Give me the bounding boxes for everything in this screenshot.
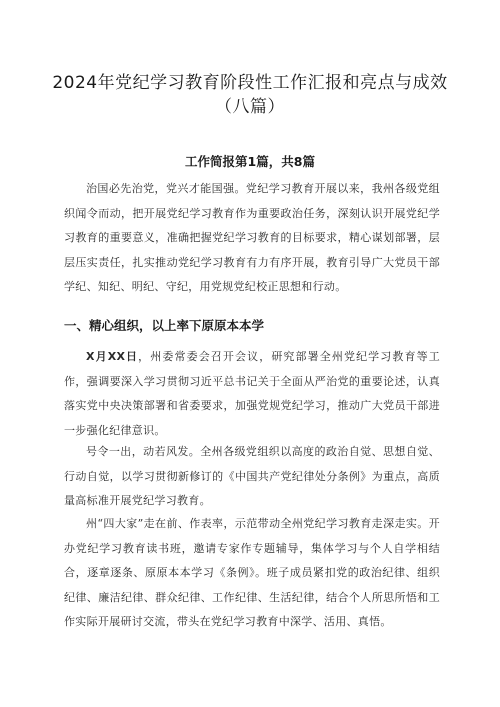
paragraph-meeting-text: ，州委常委会召开会议，研究部署全州党纪学习教育等工作，强调要深入学习贯彻习近平总书记关于全面从严治党的重要论述，认真落实党中央决策部署和省委要求，加强党规党纪学习，推动广大党员干部进一步强化纪律意识。 <box>64 350 440 437</box>
paragraph-leadership: 州“四大家”走在前、作表率，示范带动全州党纪学习教育走深走实。开办党纪学习教育读书班，邀请专家作专题辅导，集体学习与个人自学相结合，逐章逐条、原原本本学习《条例》。班子成员紧扣党的政治纪律、组织纪律、廉洁纪律、群众纪律、工作纪律、生活纪律，结合个人所思所悟和工作实际开展研讨交流，带头在党纪学习教育中深学、活用、真悟。 <box>64 517 440 628</box>
paragraph-mobilization: 号令一出，动若风发。全州各级党组织以高度的政治自觉、思想自觉、行动自觉，以学习贯彻新修订的《中国共产党纪律处分条例》为重点，高质量高标准开展党纪学习教育。 <box>64 445 440 507</box>
section-heading-1: 一、精心组织，以上率下原原本本学 <box>64 318 265 333</box>
document-title: 2024年党纪学习教育阶段性工作汇报和亮点与成效 <box>52 73 448 93</box>
paragraph-intro: 治国必先治党，党兴才能国强。党纪学习教育开展以来，我州各级党组织闻令而动，把开展党纪学习教育作为重要政治任务，深刻认识开展党纪学习教育的重要意义，准确把握党纪学习教育的目标要求，精心谋划部署，层层压实责任，扎实推动党纪学习教育有力有序开展，教育引导广大党员干部学纪、知纪、明纪、守纪，用党规党纪校正思想和行动。 <box>64 182 440 293</box>
paragraph-meeting <box>64 345 440 443</box>
document-title-subtitle: （八篇） <box>215 97 285 117</box>
brief-heading: 工作简报第1篇，共8篇 <box>185 154 315 169</box>
paragraph-date: X月XX日 <box>86 350 139 363</box>
